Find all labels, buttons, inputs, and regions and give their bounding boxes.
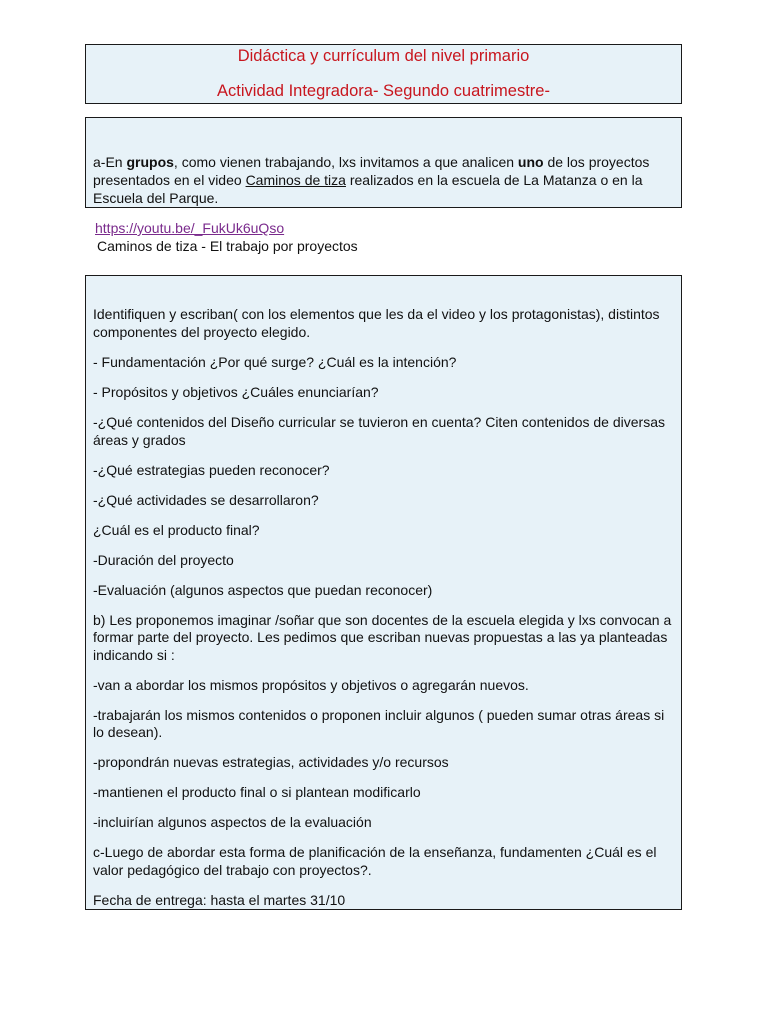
task-item: -trabajarán los mismos contenidos o proponen incluir algunos ( pueden sumar otras áreas si lo desean). xyxy=(93,706,665,740)
document-title: Didáctica y currículum del nivel primario xyxy=(237,47,530,65)
intro-paragraph xyxy=(93,153,673,207)
intro-box xyxy=(85,117,682,208)
task-item: -van a abordar los mismos propósitos y objetivos o agregarán nuevos. xyxy=(93,676,529,693)
task-item: -mantienen el producto final o si plantean modificarlo xyxy=(93,784,421,800)
title-box xyxy=(85,44,682,104)
task-item: -Duración del proyecto xyxy=(93,551,234,568)
task-item: - Propósitos y objetivos ¿Cuáles enunciarían? xyxy=(93,384,379,400)
intro-suffix: realizados en la escuela de La Matanza o en la Escuela del Parque. xyxy=(93,172,643,206)
task-item: -incluirían algunos aspectos de la evaluación xyxy=(93,814,372,830)
task-item: -¿Qué actividades se desarrollaron? xyxy=(93,491,319,508)
task-item: -Evaluación (algunos aspectos que puedan reconocer) xyxy=(93,581,433,598)
video-reference xyxy=(95,219,358,255)
intro-mid2: de los proyectos presentados en el video xyxy=(93,154,650,188)
intro-mid: , como vienen trabajando, lxs invitamos a que analicen xyxy=(173,154,518,170)
task-item: - Fundamentación ¿Por qué surge? ¿Cuál es la intención? xyxy=(93,354,457,370)
video-title: Caminos de tiza - El trabajo por proyectos xyxy=(97,238,358,254)
tasks-content xyxy=(93,306,673,922)
task-item: -propondrán nuevas estrategias, actividades y/o recursos xyxy=(93,754,449,770)
task-item: -¿Qué estrategias pueden reconocer? xyxy=(93,461,330,478)
intro-bold-one: uno xyxy=(517,154,544,170)
task-item: ¿Cuál es el producto final? xyxy=(93,521,260,538)
task-item: c-Luego de abordar esta forma de planificación de la enseñanza, fundamenten ¿Cuál es el valor pedagógico del trabajo con proyectos?. xyxy=(93,844,657,878)
intro-bold-groups: grupos xyxy=(126,154,174,170)
tasks-box xyxy=(85,275,682,910)
tasks-intro: Identifiquen y escriban( con los elementos que les da el video y los protagonistas), distintos componentes del proyecto elegido. xyxy=(93,306,660,340)
document-subtitle: Actividad Integradora- Segundo cuatrimestre- xyxy=(217,82,550,100)
video-name: Caminos de tiza xyxy=(245,172,346,188)
video-link[interactable]: https://youtu.be/_FukUk6uQso xyxy=(95,220,285,236)
intro-prefix: a-En xyxy=(93,154,127,170)
task-item: b) Les proponemos imaginar /soñar que son docentes de la escuela elegida y lxs convocan a formar parte del proyecto. Les pedimos que escriban nuevas propuestas a las ya planteadas indicando si : xyxy=(93,611,672,663)
task-item: Fecha de entrega: hasta el martes 31/10 xyxy=(93,891,346,908)
task-item: -¿Qué contenidos del Diseño curricular se tuvieron en cuenta? Citen contenidos de diversas áreas y grados xyxy=(93,414,665,448)
